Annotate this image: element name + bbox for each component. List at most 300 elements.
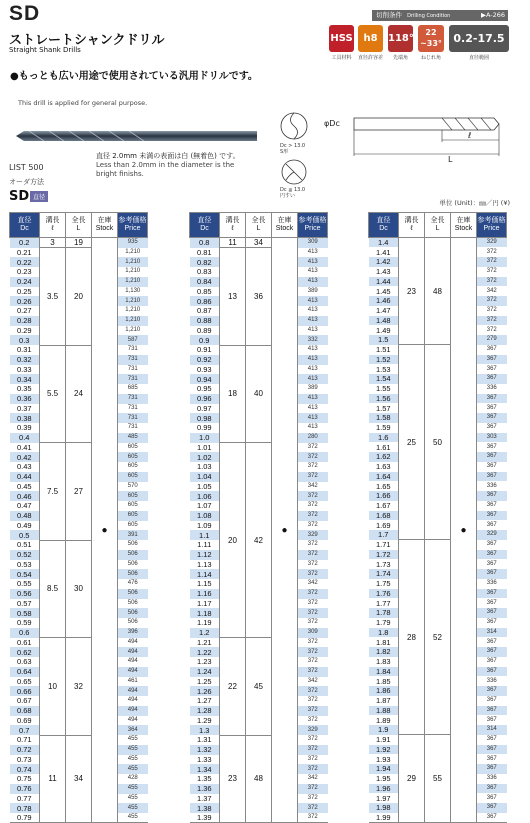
product-name-en: Straight Shank Drills [9,46,81,54]
stock-indicator: ● [92,238,118,823]
diameter-cell: 1.39 [190,813,220,823]
price-cell: 367 [477,491,507,501]
diameter-cell: 0.9 [190,335,220,345]
diameter-cell: 1.87 [369,696,399,706]
header-label: 直径 [17,217,32,224]
price-cell: 506 [118,589,148,599]
price-cell: 372 [298,599,328,609]
total-length-cell: 20 [66,248,92,346]
header-label-en: Dc [20,225,29,232]
price-cell: 329 [477,238,507,248]
price-cell: 367 [477,598,507,608]
price-cell: 372 [298,647,328,657]
diameter-cell: 1.05 [190,482,220,492]
price-cell: 731 [118,365,148,375]
diameter-cell: 1.84 [369,667,399,677]
price-cell: 367 [477,647,507,657]
diameter-cell: 0.68 [10,706,40,716]
table-row[interactable] [10,540,148,550]
price-cell: 329 [298,725,328,735]
price-cell: 367 [477,745,507,755]
price-table-3 [368,212,507,823]
price-cell: 372 [477,306,507,316]
diameter-cell: 0.46 [10,491,40,501]
price-cell: 413 [298,326,328,336]
price-cell: 372 [298,706,328,716]
price-cell: 372 [477,296,507,306]
header-label: 参考価格 [118,217,147,224]
price-cell: 342 [298,579,328,589]
flute-length-cell: 11 [220,238,246,248]
price-table-1 [9,212,148,823]
price-cell: 372 [298,521,328,531]
price-cell: 587 [118,335,148,345]
diameter-cell: 1.3 [190,725,220,735]
diameter-cell: 0.56 [10,589,40,599]
price-cell: 494 [118,706,148,716]
diameter-cell: 1.21 [190,638,220,648]
diameter-cell: 0.57 [10,599,40,609]
diameter-cell: 0.65 [10,677,40,687]
price-cell: 314 [477,725,507,735]
diameter-cell: 0.97 [190,404,220,414]
flute-length-cell: 18 [220,345,246,443]
stock-indicator: ● [272,238,298,823]
diameter-cell: 0.43 [10,462,40,472]
price-cell: 372 [298,569,328,579]
diameter-cell: 0.92 [190,355,220,365]
diameter-cell: 0.45 [10,482,40,492]
header-label: 溝長 [45,217,60,224]
diameter-cell: 0.88 [190,316,220,326]
diameter-cell: 0.47 [10,501,40,511]
price-cell: 605 [118,462,148,472]
header-label-en: Stock [454,225,473,232]
condition-ref[interactable]: ▶A-266 [480,11,505,19]
total-length-cell: 19 [66,238,92,248]
diameter-cell: 1.97 [369,793,399,803]
price-cell: 367 [477,472,507,482]
table-row[interactable] [10,238,148,248]
diameter-cell: 1.09 [190,521,220,531]
diameter-cell: 0.49 [10,521,40,531]
price-cell: 336 [477,579,507,589]
price-cell: 336 [477,774,507,784]
diameter-cell: 1.6 [369,433,399,443]
price-cell: 372 [298,638,328,648]
diameter-cell: 0.86 [190,296,220,306]
flute-length-cell: 23 [220,735,246,823]
header-label-en: Dc [200,225,209,232]
table-row[interactable] [369,540,507,550]
header-label-en: ℓ [410,225,413,232]
price-cell: 372 [298,803,328,813]
diameter-cell: 1.91 [369,735,399,745]
spec-badge-label: 工具材料 [331,55,352,61]
price-cell: 309 [298,238,328,248]
condition-label-en: Drilling Condition [407,13,451,19]
price-cell: 1,210 [118,316,148,326]
price-cell: 455 [118,803,148,813]
table-row[interactable] [190,238,328,248]
col-price [298,213,328,238]
spec-badge-3 [418,25,444,52]
flute-length-cell: 3.5 [40,248,66,346]
price-cell: 367 [477,501,507,511]
spec-badge-text: HSS [330,33,353,44]
cross-section-cone-label: Dc ≦ 13.0 円すい [280,187,306,199]
price-cell: 506 [118,599,148,609]
price-cell: 455 [118,764,148,774]
price-cell: 413 [298,365,328,375]
header-label-en: Price [483,225,500,232]
price-cell: 506 [118,560,148,570]
price-cell: 329 [298,530,328,540]
total-length-cell: 48 [425,238,451,345]
price-cell: 428 [118,774,148,784]
diameter-cell: 0.85 [190,287,220,297]
table-row[interactable] [190,345,328,355]
price-cell: 605 [118,511,148,521]
diameter-cell: 0.55 [10,579,40,589]
product-code: SD [9,2,41,25]
diameter-cell: 1.66 [369,491,399,501]
diameter-cell: 1.63 [369,462,399,472]
total-length-cell: 30 [66,540,92,638]
price-cell: 367 [477,637,507,647]
table-row[interactable] [369,238,507,248]
price-cell: 367 [477,442,507,452]
diameter-cell: 1.62 [369,452,399,462]
price-cell: 367 [477,520,507,530]
diameter-cell: 1.92 [369,745,399,755]
price-cell: 413 [298,394,328,404]
price-cell: 455 [118,794,148,804]
price-cell: 367 [477,403,507,413]
diameter-cell: 0.26 [10,296,40,306]
header-label-en: Price [304,225,321,232]
diameter-cell: 1.51 [369,345,399,355]
diameter-cell: 1.98 [369,803,399,813]
header-label: 在庫 [277,217,292,224]
price-cell: 413 [298,277,328,287]
diameter-cell: 0.5 [10,530,40,540]
price-cell: 413 [298,374,328,384]
price-cell: 455 [118,735,148,745]
diameter-cell: 0.59 [10,618,40,628]
spec-badge-text: 0.2-17.5 [453,32,505,45]
price-cell: 372 [477,257,507,267]
price-cell: 461 [118,677,148,687]
diameter-cell: 1.73 [369,559,399,569]
price-cell: 367 [477,423,507,433]
price-cell: 367 [477,589,507,599]
diameter-cell: 0.96 [190,394,220,404]
header-label-en: ℓ [231,225,234,232]
price-cell: 336 [477,384,507,394]
price-cell: 731 [118,345,148,355]
spec-badge-text: h8 [363,33,378,44]
price-cell: 342 [298,774,328,784]
diameter-cell: 0.66 [10,686,40,696]
diameter-cell: 0.6 [10,628,40,638]
col-diameter [369,213,399,238]
price-cell: 367 [477,394,507,404]
price-cell: 367 [477,608,507,618]
price-cell: 336 [477,481,507,491]
header-label: 全長 [71,217,86,224]
drill-photo [14,124,259,148]
order-tag: 直径 [30,191,48,202]
diameter-cell: 1.68 [369,511,399,521]
total-length-cell: 52 [425,540,451,735]
spec-badge-label: 直径許容差 [358,55,384,61]
col-total-length [246,213,272,238]
table-row[interactable] [10,248,148,258]
price-cell: 314 [477,628,507,638]
price-cell: 367 [477,793,507,803]
total-length-cell: 32 [66,638,92,736]
price-cell: 372 [298,657,328,667]
table-row[interactable] [190,735,328,745]
diameter-cell: 0.48 [10,511,40,521]
diameter-cell: 1.52 [369,355,399,365]
dimension-diagram [322,112,522,162]
diameter-cell: 0.44 [10,472,40,482]
finish-note: 直径 2.0mm 未満の表面は白 (無着色) です。 Less than 2.0mm in the diameter is the bright finishs. [96,152,240,178]
flute-length-cell: 5.5 [40,345,66,443]
table-row[interactable] [10,638,148,648]
price-cell: 372 [298,716,328,726]
spec-badge-2 [388,25,413,52]
phi-label: φDc [324,119,340,128]
diameter-cell: 0.83 [190,267,220,277]
diameter-cell: 0.73 [10,755,40,765]
diameter-cell: 1.83 [369,657,399,667]
price-cell: 476 [118,579,148,589]
header-label: 直径 [197,217,212,224]
price-cell: 570 [118,482,148,492]
diameter-cell: 0.99 [190,423,220,433]
diameter-cell: 0.67 [10,696,40,706]
price-cell: 367 [477,706,507,716]
diameter-cell: 0.74 [10,764,40,774]
price-cell: 731 [118,355,148,365]
flute-length-cell: 29 [399,735,425,823]
price-cell: 494 [118,716,148,726]
diameter-cell: 0.39 [10,423,40,433]
diameter-cell: 1.74 [369,569,399,579]
total-length-cell: 34 [66,735,92,823]
price-cell: 367 [477,764,507,774]
order-method: オーダ方法 [9,178,44,186]
price-cell: 485 [118,433,148,443]
price-cell: 413 [298,296,328,306]
table-row[interactable] [369,345,507,355]
diameter-cell: 1.32 [190,745,220,755]
col-flute-length [40,213,66,238]
flute-length-cell: 3 [40,238,66,248]
price-cell: 605 [118,521,148,531]
diameter-cell: 1.42 [369,257,399,267]
diameter-cell: 1.65 [369,481,399,491]
diameter-cell: 1.18 [190,608,220,618]
price-cell: 731 [118,374,148,384]
diameter-cell: 1.26 [190,686,220,696]
price-cell: 731 [118,404,148,414]
spec-badge-text: 118° [388,33,414,44]
price-cell: 329 [477,530,507,540]
diameter-cell: 1.19 [190,618,220,628]
diameter-cell: 0.41 [10,443,40,453]
product-name-jp: ストレートシャンクドリル [9,33,165,48]
price-cell: 342 [298,677,328,687]
price-cell: 342 [298,482,328,492]
drilling-condition-bar[interactable] [372,10,508,21]
diameter-cell: 1.53 [369,364,399,374]
price-cell: 389 [298,287,328,297]
diameter-cell: 0.79 [10,813,40,823]
price-cell: 731 [118,413,148,423]
diameter-cell: 1.06 [190,491,220,501]
table-row[interactable] [190,443,328,453]
table-row[interactable] [369,735,507,745]
col-diameter [190,213,220,238]
diameter-cell: 0.95 [190,384,220,394]
diameter-cell: 1.47 [369,306,399,316]
diameter-cell: 1.8 [369,628,399,638]
price-cell: 372 [298,452,328,462]
col-price [118,213,148,238]
diameter-cell: 0.37 [10,404,40,414]
price-cell: 367 [477,715,507,725]
price-cell: 494 [118,686,148,696]
diameter-cell: 0.89 [190,326,220,336]
diameter-cell: 1.79 [369,618,399,628]
diameter-cell: 1.28 [190,706,220,716]
table-row[interactable] [190,248,328,258]
diameter-cell: 1.1 [190,530,220,540]
table-row[interactable] [10,443,148,453]
price-cell: 372 [298,472,328,482]
flute-length-cell: 7.5 [40,443,66,541]
header-label-en: Stock [275,225,294,232]
diameter-cell: 1.46 [369,296,399,306]
total-length-cell: 24 [66,345,92,443]
price-cell: 372 [298,550,328,560]
price-cell: 367 [477,686,507,696]
diameter-cell: 1.77 [369,598,399,608]
price-cell: 1,210 [118,257,148,267]
price-cell: 367 [477,374,507,384]
col-diameter [10,213,40,238]
table-row[interactable] [10,735,148,745]
price-cell: 372 [298,686,328,696]
diameter-cell: 1.45 [369,286,399,296]
table-row[interactable] [190,638,328,648]
price-cell: 367 [477,452,507,462]
price-cell: 494 [118,657,148,667]
flute-length-cell: 8.5 [40,540,66,638]
price-cell: 1,210 [118,296,148,306]
diameter-cell: 0.84 [190,277,220,287]
price-cell: 367 [477,618,507,628]
price-cell: 506 [118,569,148,579]
diameter-cell: 0.64 [10,667,40,677]
price-cell: 372 [298,608,328,618]
flute-length-cell: 23 [399,238,425,345]
price-cell: 1,210 [118,326,148,336]
price-cell: 372 [298,764,328,774]
price-cell: 455 [118,745,148,755]
diameter-cell: 1.69 [369,520,399,530]
diameter-cell: 1.29 [190,716,220,726]
diameter-cell: 1.11 [190,540,220,550]
flute-length-cell: 13 [220,248,246,346]
diameter-cell: 1.4 [369,238,399,248]
price-cell: 372 [298,462,328,472]
price-cell: 367 [477,803,507,813]
diameter-cell: 1.02 [190,452,220,462]
price-cell: 372 [298,696,328,706]
price-cell: 506 [118,550,148,560]
price-cell: 332 [298,335,328,345]
price-cell: 731 [118,423,148,433]
diameter-cell: 0.69 [10,716,40,726]
price-cell: 413 [298,423,328,433]
diameter-cell: 1.89 [369,715,399,725]
total-length-cell: 50 [425,345,451,540]
header-label: 在庫 [97,217,112,224]
diameter-cell: 0.91 [190,345,220,355]
price-cell: 364 [118,725,148,735]
diameter-cell: 1.58 [369,413,399,423]
intro-en: This drill is applied for general purpose. [18,99,148,107]
diameter-cell: 0.21 [10,248,40,258]
cross-section-s-label: Dc > 13.0 S形 [280,143,306,155]
diameter-cell: 1.64 [369,472,399,482]
diameter-cell: 1.76 [369,589,399,599]
flute-length-cell: 25 [399,345,425,540]
diameter-cell: 1.61 [369,442,399,452]
diameter-cell: 1.17 [190,599,220,609]
price-cell: 1,210 [118,306,148,316]
price-table-2 [189,212,328,823]
diameter-cell: 0.28 [10,316,40,326]
diameter-cell: 0.33 [10,365,40,375]
price-cell: 342 [477,286,507,296]
diameter-cell: 0.87 [190,306,220,316]
price-cell: 372 [298,540,328,550]
price-cell: 605 [118,452,148,462]
price-cell: 372 [298,784,328,794]
table-row[interactable] [10,345,148,355]
price-cell: 413 [298,316,328,326]
diameter-cell: 1.2 [190,628,220,638]
flute-length-cell: 20 [220,443,246,638]
diameter-cell: 1.36 [190,784,220,794]
diameter-cell: 1.31 [190,735,220,745]
price-cell: 372 [298,618,328,628]
price-cell: 731 [118,394,148,404]
header-label: 参考価格 [298,217,327,224]
price-cell: 372 [298,501,328,511]
spec-badge-label: ねじれ角 [420,55,441,61]
price-cell: 372 [477,316,507,326]
price-cell: 389 [298,384,328,394]
diameter-cell: 0.22 [10,257,40,267]
price-cell: 494 [118,647,148,657]
